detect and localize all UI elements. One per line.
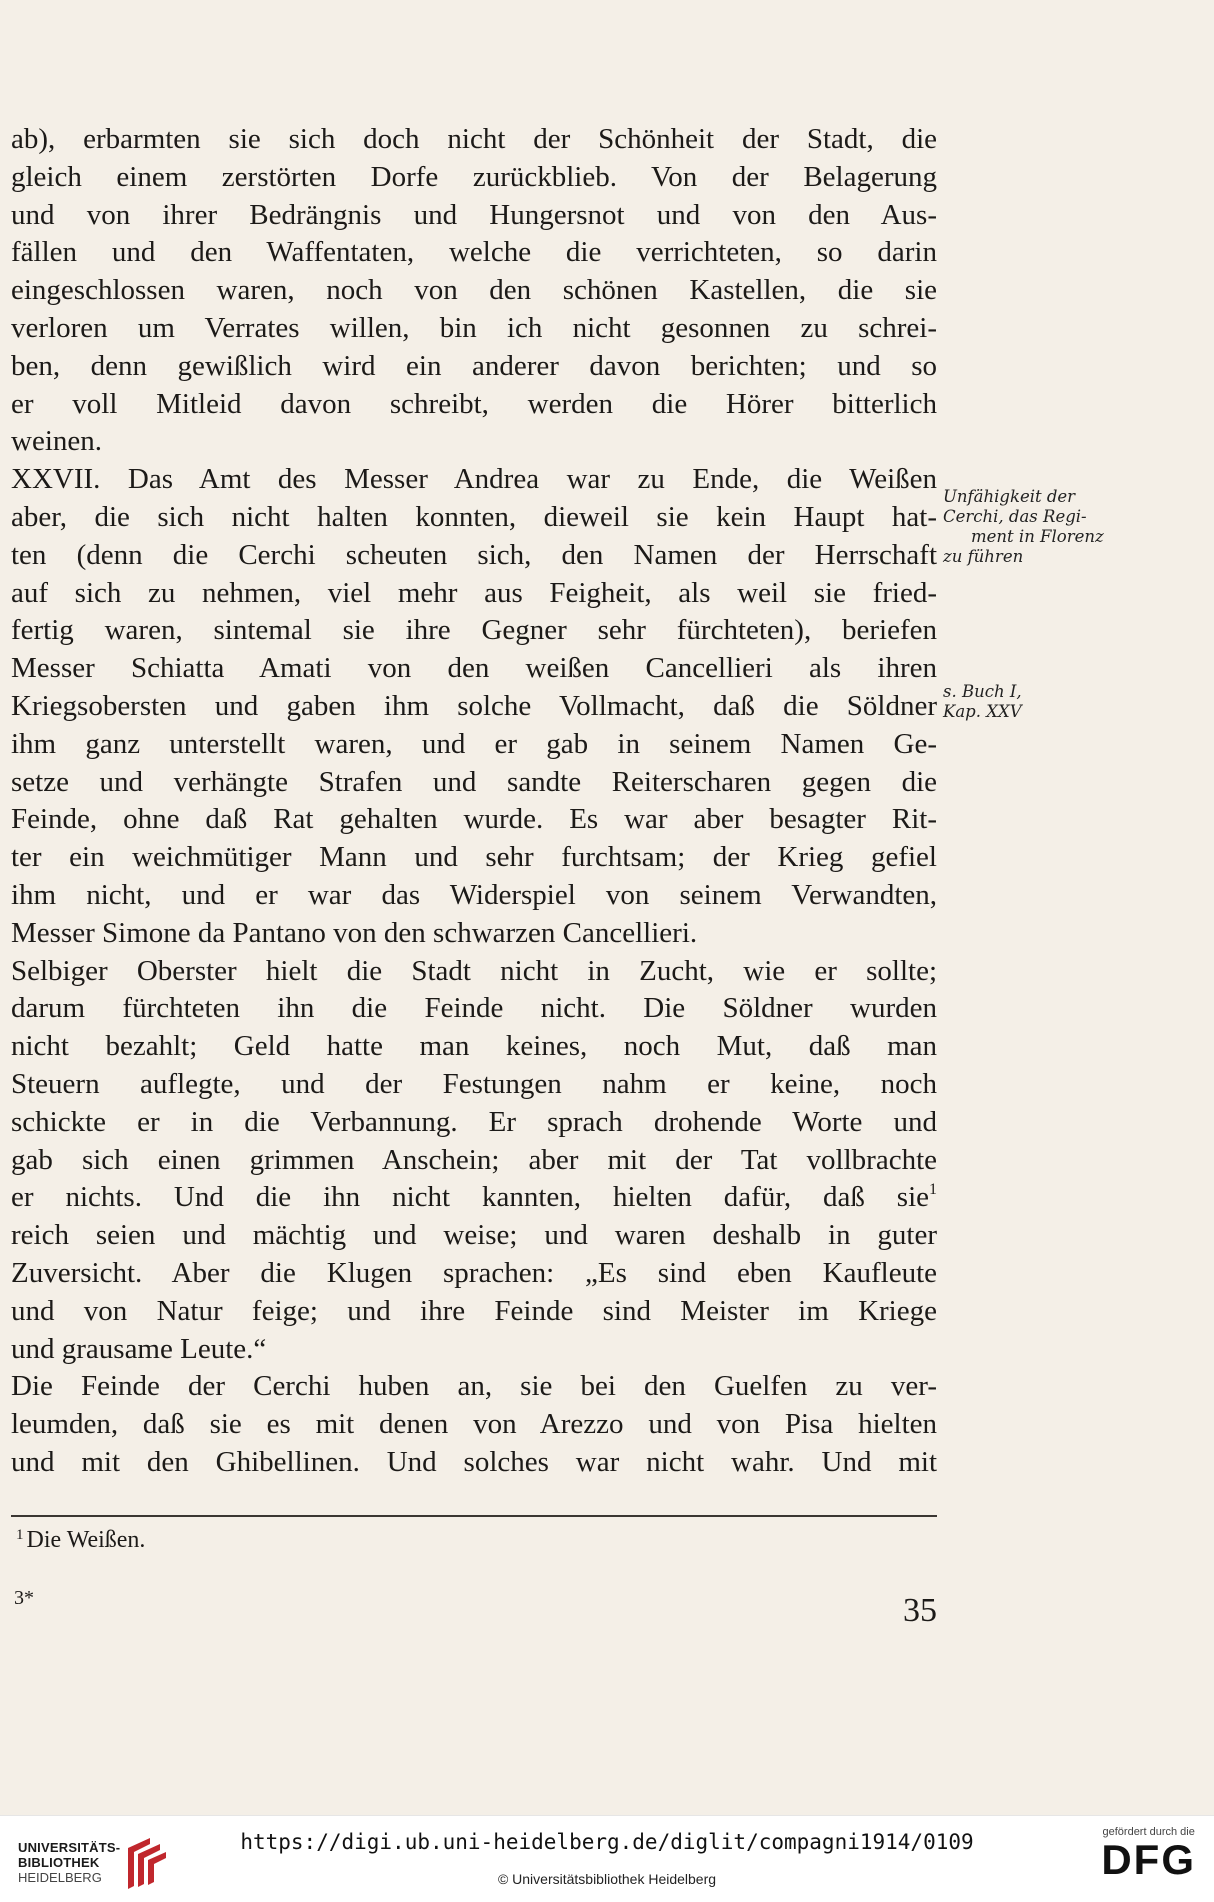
text-line: fällen und den Waffentaten, welche die verrichteten, so darin — [11, 236, 937, 269]
margin-note-unfaehigkeit — [943, 487, 1123, 567]
permalink-url[interactable]: https://digi.ub.uni-heidelberg.de/diglit/compagni1914/0109 — [240, 1830, 974, 1854]
page-number: 35 — [903, 1592, 937, 1629]
dfg-funder-logo[interactable] — [1101, 1826, 1196, 1882]
text-line: leumden, daß sie es mit denen von Arezzo und von Pisa hielten — [11, 1408, 937, 1441]
margin-note-line: zu führen — [943, 547, 1024, 566]
text-line: Die Feinde der Cerchi huben an, sie bei den Guelfen zu ver- — [11, 1370, 937, 1403]
text-line: Messer Schiatta Amati von den weißen Cancellieri als ihren — [11, 652, 937, 685]
text-line: gab sich einen grimmen Anschein; aber mit der Tat vollbrachte — [11, 1143, 937, 1176]
chapter-heading-line: XXVII. Das Amt des Messer Andrea war zu Ende, die Weißen — [11, 463, 937, 496]
text-line: nicht bezahlt; Geld hatte man keines, noch Mut, daß man — [11, 1030, 937, 1063]
text-line: ab), erbarmten sie sich doch nicht der Schönheit der Stadt, die — [11, 123, 937, 155]
body-text — [11, 121, 937, 1482]
text-line: ter ein weichmütiger Mann und sehr furchtsam; der Krieg gefiel — [11, 841, 937, 874]
text-line: Selbiger Oberster hielt die Stadt nicht in Zucht, wie er sollte; — [11, 954, 937, 987]
margin-note-line: Kap. XXV — [943, 702, 1022, 721]
text-line: schickte er in die Verbannung. Er sprach drohende Worte und — [11, 1105, 937, 1138]
text-line: gleich einem zerstörten Dorfe zurückblieb. Von der Belagerung — [11, 160, 937, 193]
margin-note-line: ment in Florenz — [971, 527, 1104, 546]
text-line: reich seien und mächtig und weise; und waren deshalb in guter — [11, 1219, 937, 1252]
text-line: Steuern auflegte, und der Festungen nahm er keine, noch — [11, 1067, 937, 1100]
footnote-text: Die Weißen. — [26, 1527, 146, 1553]
text-line: ihm nicht, und er war das Widerspiel von seinem Verwandten, — [11, 878, 937, 911]
text-line: aber, die sich nicht halten konnten, dieweil sie kein Haupt hat- — [11, 500, 937, 533]
margin-note-line: Cerchi, das Regi- — [943, 507, 1087, 526]
footnote-marker: 1 — [16, 1527, 24, 1543]
footnote-divider — [11, 1515, 937, 1517]
funder-caption: gefördert durch die — [1102, 1826, 1195, 1838]
margin-note-cross-reference — [943, 682, 1123, 722]
dfg-logo-text: DFG — [1101, 1836, 1196, 1883]
copyright-notice: © Universitätsbibliothek Heidelberg — [497, 1871, 717, 1887]
margin-note-line: s. Buch I, — [943, 682, 1022, 701]
viewer-footer — [0, 1815, 1214, 1902]
text-line: und grausame Leute.“ — [11, 1332, 267, 1365]
text-line-content: er nichts. Und die ihn nicht kannten, hielten dafür, daß sie — [11, 1181, 929, 1214]
signature-mark: 3* — [14, 1587, 34, 1609]
library-name-line: HEIDELBERG — [18, 1870, 102, 1885]
text-line: er voll Mitleid davon schreibt, werden die Hörer bitterlich — [11, 387, 937, 420]
text-line: ten (denn die Cerchi scheuten sich, den Namen der Herrschaft — [11, 538, 937, 571]
text-line: fertig waren, sintemal sie ihre Gegner sehr fürchteten), beriefen — [11, 614, 937, 647]
text-line: setze und verhängte Strafen und sandte Reiterscharen gegen die — [11, 765, 937, 798]
text-line: Zuversicht. Aber die Klugen sprachen: „Es sind eben Kaufleute — [11, 1256, 937, 1289]
text-line: ben, denn gewißlich wird ein anderer davon berichten; und so — [11, 349, 937, 382]
text-line: und mit den Ghibellinen. Und solches war nicht wahr. Und mit — [11, 1445, 937, 1478]
footnote — [16, 1520, 145, 1555]
text-line: Kriegsobersten und gaben ihm solche Vollmacht, daß die Söldner — [11, 689, 937, 722]
text-line: und von ihrer Bedrängnis und Hungersnot und von den Aus- — [11, 198, 937, 231]
text-line: Feinde, ohne daß Rat gehalten wurde. Es war aber besagter Rit- — [11, 803, 937, 836]
text-line: Messer Simone da Pantano von den schwarzen Cancellieri. — [11, 916, 698, 949]
text-line: darum fürchteten ihn die Feinde nicht. Die Söldner wurden — [11, 992, 937, 1025]
text-line: und von Natur feige; und ihre Feinde sind Meister im Kriege — [11, 1294, 937, 1327]
footnote-reference: 1 — [929, 1181, 937, 1199]
text-line: eingeschlossen waren, noch von den schönen Kastellen, die sie — [11, 274, 937, 307]
library-name-line: BIBLIOTHEK — [18, 1855, 100, 1870]
library-name-line: UNIVERSITÄTS- — [18, 1840, 121, 1855]
text-line: auf sich zu nehmen, viel mehr aus Feigheit, als weil sie fried- — [11, 576, 937, 609]
text-line: weinen. — [11, 425, 102, 458]
text-line: verloren um Verrates willen, bin ich nicht gesonnen zu schrei- — [11, 311, 937, 344]
text-line-with-footnote — [11, 1179, 937, 1217]
margin-note-line: Unfähigkeit der — [943, 487, 1076, 506]
text-line: ihm ganz unterstellt waren, und er gab in seinem Namen Ge- — [11, 727, 937, 760]
